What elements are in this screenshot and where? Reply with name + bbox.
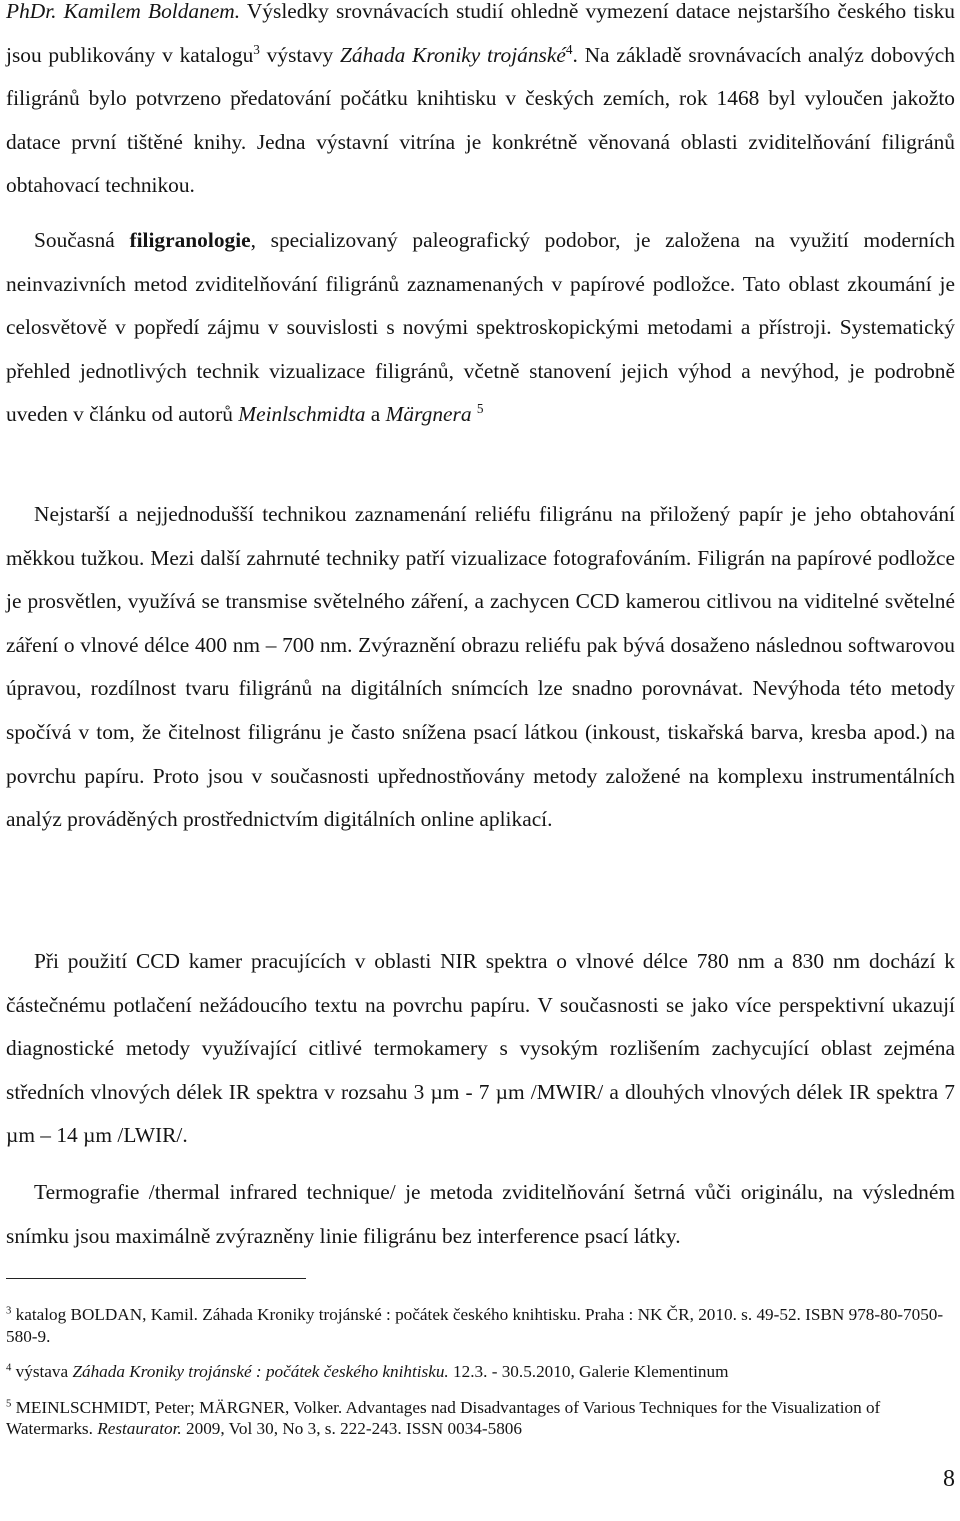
footnote-text: katalog BOLDAN, Kamil. Záhada Kroniky trojánské : počátek českého knihtisku. Praha : NK ČR, 2010. s. 49-52. ISBN 978-80-7050-580-9. — [6, 1305, 944, 1346]
footnote-text: výstava — [11, 1362, 73, 1381]
footnote-title: Záhada Kroniky trojánské : počátek českého knihtisku. — [72, 1362, 449, 1381]
footnote-number: 5 — [6, 1397, 12, 1409]
footnote-4 — [6, 1361, 955, 1383]
author-name: PhDr. Kamilem Boldanem. — [6, 0, 241, 23]
footnotes — [6, 1304, 955, 1454]
footnote-ref-4[interactable]: 4 — [565, 41, 573, 57]
footnote-number: 3 — [6, 1305, 12, 1317]
footnote-ref-5[interactable]: 5 — [476, 401, 484, 417]
text: , specializovaný paleografický podobor, je založena na využití moderních neinvazivních metod zviditelňování filigránů zaznamenaných v papírové podložce. Tato oblast zkoumání je celosvětově v popředí zájmu v souvislosti s novými spektroskopickými metodami a přístroji. Systematický přehled jednotlivých technik vizualizace filigránů, včetně stanovení jejich výhod a nevýhod, je podrobně uveden v článku od autorů — [6, 228, 956, 427]
text: Výsledky srovnávacích studií ohledně vymezení datace nejstaršího českého tisku jsou publikovány v katalogu — [6, 0, 955, 67]
text: . Na základě srovnávacích analýz dobových filigránů bylo potvrzeno předatování počátku knihtisku v českých zemích, rok 1468 byl vyloučen jakožto datace první tištěné knihy. Jedna výstavní vitrína je konkrétně věnovaná oblasti zviditelňování filigránů obtahovací technikou. — [6, 42, 955, 198]
footnote-journal: Restaurator. — [97, 1419, 182, 1438]
paragraph-1 — [6, 0, 955, 208]
paragraph-4: Při použití CCD kamer pracujících v oblasti NIR spektra o vlnové délce 780 nm a 830 nm dochází k částečnému potlačení nežádoucího textu na povrchu papíru. V současnosti se jako více perspektivní ukazují diagnostické metody využívající citlivé termokamery s vysokým rozlišením zachycující oblast zejména středních vlnových délek IR spektra v rozsahu 3 µm - 7 µm /MWIR/ a dlouhých vlnových délek IR spektra 7 µm – 14 µm /LWIR/. — [6, 949, 955, 1148]
footnote-text: 12.3. - 30.5.2010, Galerie Klementinum — [448, 1362, 729, 1381]
footnote-text: MEINLSCHMIDT, Peter; MÄRGNER, Volker. Advantages nad Disadvantages of Various Techniques for the Visualization of Watermarks. — [6, 1397, 881, 1438]
footnote-number: 4 — [6, 1362, 12, 1374]
text: a — [365, 402, 386, 427]
footnote-text: 2009, Vol 30, No 3, s. 222-243. ISSN 0034-5806 — [181, 1419, 522, 1438]
footnote-separator — [6, 1278, 306, 1279]
author-margner: Märgnera — [385, 402, 472, 427]
exhibition-title: Záhada Kroniky trojánské — [340, 42, 566, 67]
paragraph-2 — [6, 219, 955, 437]
paragraph-5: Termografie /thermal infrared technique/ je metoda zviditelňování šetrná vůči originálu, na výsledném snímku jsou maximálně zvýrazněny linie filigránu bez interference psací látky. — [6, 1180, 955, 1248]
footnote-3 — [6, 1304, 955, 1347]
page-number: 8 — [943, 1466, 955, 1492]
paragraph-3: Nejstarší a nejjednodušší technikou zaznamenání reliéfu filigránu na přiložený papír je jeho obtahování měkkou tužkou. Mezi další zahrnuté techniky patří vizualizace fotografováním. Filigrán na papírové podložce je prosvětlen, využívá se transmise světelného záření, a zachycen CCD kamerou citlivou na viditelné světelné záření o vlnové délce 400 nm – 700 nm. Zvýraznění obrazu reliéfu pak bývá dosaženo následnou softwarovou úpravou, rozdílnost tvaru filigránů na digitálních snímcích lze snadno porovnávat. Nevýhoda této metody spočívá v tom, že čitelnost filigránu je často snížena psací látkou (inkoust, tiskařská barva, kresba apod.) na povrchu papíru. Proto jsou v současnosti upřednostňovány metody založené na komplexu instrumentálních analýz prováděných prostřednictvím digitálních online aplikací. — [6, 502, 955, 832]
footnote-5 — [6, 1397, 955, 1440]
keyword-filigranologie: filigranologie — [129, 228, 251, 252]
text: Současná — [34, 228, 130, 252]
text: výstavy — [259, 42, 340, 67]
author-meinlschmidt: Meinlschmidta — [238, 402, 366, 427]
footnote-ref-3[interactable]: 3 — [253, 41, 260, 57]
